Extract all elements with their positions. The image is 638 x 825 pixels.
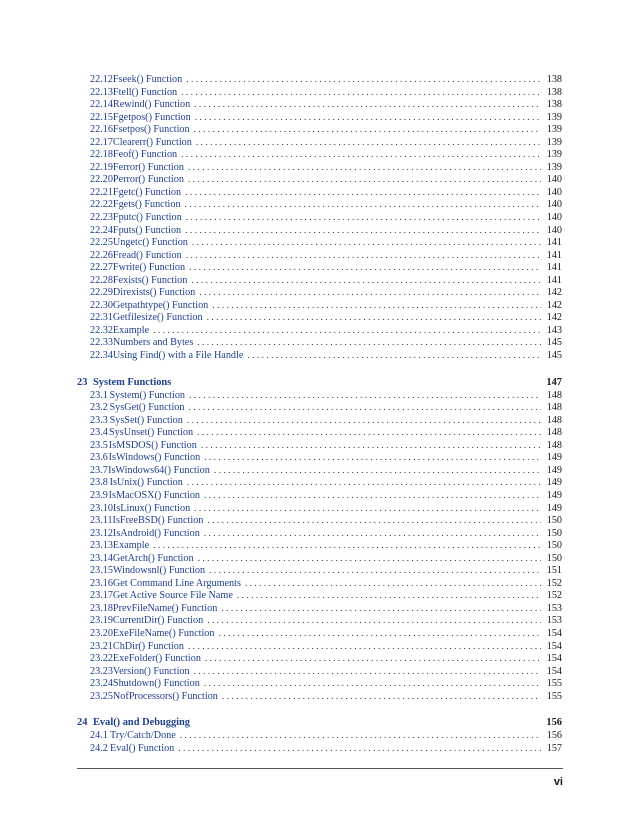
dot-leader [247, 350, 541, 363]
entry-title: Shutdown() Function [112, 678, 200, 690]
entry-title: GetArch() Function [112, 552, 194, 564]
entry-title: Fread() Function [112, 249, 182, 261]
entry-title: Fputc() Function [112, 212, 182, 224]
toc-entry[interactable] [77, 99, 562, 112]
entry-page: 152 [546, 577, 562, 589]
dot-leader [237, 590, 541, 603]
toc-group-chapter-24 [77, 730, 562, 755]
dot-leader [181, 149, 541, 162]
entry-title: ExeFolder() Function [112, 653, 201, 665]
dot-leader [196, 137, 541, 150]
entry-number: 23.8 [90, 477, 108, 489]
dot-leader [185, 187, 541, 200]
dot-leader [187, 415, 541, 428]
dot-leader [201, 440, 541, 453]
entry-page: 148 [546, 414, 562, 426]
footer-rule [77, 768, 563, 769]
entry-number: 23.20 [90, 627, 113, 639]
toc-entry[interactable] [77, 337, 562, 350]
entry-number: 22.15 [90, 111, 113, 123]
toc-entry[interactable] [77, 477, 562, 490]
entry-page: 154 [546, 653, 562, 665]
chapter-page: 147 [546, 376, 562, 388]
dot-leader [181, 87, 541, 100]
toc-chapter-24[interactable] [77, 716, 562, 730]
dot-leader [209, 565, 541, 578]
entry-number: 22.18 [90, 149, 113, 161]
entry-page: 138 [546, 99, 562, 111]
toc-entry[interactable] [77, 603, 562, 616]
toc-entry[interactable] [77, 641, 562, 654]
entry-number: 22.17 [90, 136, 113, 148]
toc-entry[interactable] [77, 402, 562, 415]
entry-number: 22.30 [90, 299, 113, 311]
entry-number: 23.17 [90, 590, 113, 602]
toc-entry[interactable] [77, 325, 562, 338]
dot-leader [194, 99, 541, 112]
dot-leader [204, 678, 541, 691]
dot-leader [204, 528, 541, 541]
dot-leader [188, 174, 541, 187]
entry-number: 23.22 [90, 653, 113, 665]
toc-entry[interactable] [77, 137, 562, 150]
entry-number: 22.21 [90, 186, 113, 198]
dot-leader [222, 691, 541, 704]
entry-number: 23.12 [90, 527, 113, 539]
entry-title: IsWindows() Function [108, 452, 201, 464]
entry-page: 141 [546, 237, 562, 249]
entry-number: 23.6 [90, 452, 108, 464]
entry-number: 22.34 [90, 350, 113, 362]
entry-page: 139 [546, 136, 562, 148]
toc-entry[interactable] [77, 87, 562, 100]
dot-leader [188, 162, 541, 175]
entry-page: 149 [546, 452, 562, 464]
entry-number: 24.2 [90, 742, 108, 754]
entry-number: 23.14 [90, 552, 113, 564]
entry-title: IsUnix() Function [109, 477, 183, 489]
toc-entry[interactable] [77, 553, 562, 566]
entry-title: Perror() Function [112, 174, 184, 186]
entry-title: Fputs() Function [112, 224, 182, 236]
entry-page: 140 [546, 186, 562, 198]
entry-number: 23.21 [90, 640, 113, 652]
toc-entry[interactable] [77, 162, 562, 175]
toc-entry[interactable] [77, 666, 562, 679]
toc-entry[interactable] [77, 615, 562, 628]
toc-entry[interactable] [77, 350, 562, 363]
entry-page: 149 [546, 477, 562, 489]
toc-entry[interactable] [77, 312, 562, 325]
dot-leader [187, 477, 541, 490]
entry-title: Fgetpos() Function [112, 111, 191, 123]
entry-title: Fseek() Function [112, 74, 183, 85]
entry-title: IsFreeBSD() Function [112, 515, 204, 527]
chapter-number: 24 [77, 717, 88, 729]
dot-leader [186, 74, 541, 87]
entry-number: 23.1 [90, 389, 108, 401]
toc-entry[interactable] [77, 503, 562, 516]
entry-number: 22.28 [90, 274, 113, 286]
dot-leader [195, 112, 541, 125]
entry-title: Windowsnl() Function [112, 565, 206, 577]
entry-page: 140 [546, 199, 562, 211]
entry-title: Feof() Function [112, 149, 178, 161]
entry-page: 145 [546, 337, 562, 349]
entry-title: Using Find() with a File Handle [112, 350, 244, 362]
dot-leader [188, 641, 541, 654]
dot-leader [186, 212, 541, 225]
entry-page: 153 [546, 615, 562, 627]
entry-page: 153 [546, 602, 562, 614]
entry-number: 22.16 [90, 124, 113, 136]
entry-number: 23.19 [90, 615, 113, 627]
entry-number: 22.31 [90, 312, 113, 324]
dot-leader [214, 465, 541, 478]
entry-page: 152 [546, 590, 562, 602]
toc-entry[interactable] [77, 199, 562, 212]
dot-leader [178, 743, 541, 756]
dot-leader [204, 452, 541, 465]
toc-entry[interactable] [77, 390, 562, 403]
table-of-contents [77, 74, 562, 755]
entry-page: 143 [546, 324, 562, 336]
entry-number: 22.12 [90, 74, 113, 85]
entry-page: 149 [546, 489, 562, 501]
entry-number: 23.3 [90, 414, 108, 426]
toc-entry[interactable] [77, 540, 562, 553]
entry-page: 148 [546, 439, 562, 451]
entry-number: 22.22 [90, 199, 113, 211]
entry-title: IsWindows64() Function [108, 464, 210, 476]
entry-page: 142 [546, 287, 562, 299]
entry-number: 23.10 [90, 502, 113, 514]
dot-leader [188, 402, 541, 415]
entry-number: 22.13 [90, 86, 113, 98]
toc-entry[interactable] [77, 415, 562, 428]
entry-page: 149 [546, 464, 562, 476]
entry-page: 154 [546, 627, 562, 639]
entry-title: Get Command Line Arguments [112, 577, 241, 589]
entry-number: 22.32 [90, 324, 113, 336]
entry-title: System() Function [109, 389, 186, 401]
page-number: vi [553, 776, 563, 788]
entry-title: Version() Function [112, 665, 190, 677]
entry-page: 150 [546, 527, 562, 539]
entry-number: 22.29 [90, 287, 113, 299]
dot-leader [205, 653, 541, 666]
entry-title: Ungetc() Function [112, 237, 188, 249]
entry-page: 141 [546, 274, 562, 286]
dot-leader [180, 730, 541, 743]
entry-page: 145 [546, 350, 562, 362]
entry-page: 151 [546, 565, 562, 577]
toc-entry[interactable] [77, 124, 562, 137]
dot-leader [207, 515, 541, 528]
toc-entry[interactable] [77, 149, 562, 162]
entry-number: 22.24 [90, 224, 113, 236]
entry-page: 156 [546, 730, 562, 742]
dot-leader [194, 503, 541, 516]
entry-title: NofProcessors() Function [112, 690, 218, 702]
entry-title: Fsetpos() Function [112, 124, 190, 136]
entry-number: 22.27 [90, 262, 113, 274]
toc-gap [77, 703, 562, 716]
toc-group-chapter-23 [77, 390, 562, 704]
entry-title: CurrentDir() Function [112, 615, 204, 627]
dot-leader [153, 540, 541, 553]
entry-page: 139 [546, 161, 562, 173]
entry-title: Fexists() Function [112, 274, 188, 286]
entry-number: 22.19 [90, 161, 113, 173]
toc-entry[interactable] [77, 465, 562, 478]
dot-leader [221, 603, 541, 616]
dot-leader [185, 225, 541, 238]
entry-page: 142 [546, 312, 562, 324]
dot-leader [219, 628, 542, 641]
toc-entry[interactable] [77, 653, 562, 666]
entry-page: 149 [546, 502, 562, 514]
entry-page: 157 [546, 742, 562, 754]
entry-page: 139 [546, 124, 562, 136]
entry-title: SysSet() Function [109, 414, 183, 426]
entry-title: IsLinux() Function [112, 502, 191, 514]
toc-entry[interactable] [77, 250, 562, 263]
entry-title: IsAndroid() Function [112, 527, 200, 539]
entry-page: 154 [546, 640, 562, 652]
entry-page: 141 [546, 262, 562, 274]
entry-title: IsMacOSX() Function [108, 489, 201, 501]
entry-number: 23.16 [90, 577, 113, 589]
entry-title: Fgets() Function [112, 199, 181, 211]
dot-leader [185, 199, 541, 212]
toc-entry[interactable] [77, 174, 562, 187]
dot-leader [212, 300, 541, 313]
toc-entry[interactable] [77, 590, 562, 603]
dot-leader [198, 553, 541, 566]
toc-entry[interactable] [77, 578, 562, 591]
entry-title: Get Active Source File Name [112, 590, 233, 602]
entry-page: 154 [546, 665, 562, 677]
dot-leader [204, 490, 541, 503]
entry-title: Direxists() Function [112, 287, 196, 299]
entry-title: Rewind() Function [112, 99, 191, 111]
entry-title: Fwrite() Function [112, 262, 186, 274]
dot-leader [189, 262, 541, 275]
dot-leader [186, 250, 541, 263]
entry-page: 140 [546, 224, 562, 236]
entry-page: 141 [546, 249, 562, 261]
entry-title: Getfilesize() Function [112, 312, 203, 324]
entry-title: Ferror() Function [112, 161, 184, 173]
dot-leader [197, 427, 541, 440]
toc-entry[interactable] [77, 212, 562, 225]
entry-number: 23.18 [90, 602, 113, 614]
toc-entry[interactable] [77, 225, 562, 238]
toc-entry[interactable] [77, 490, 562, 503]
entry-title: Try/Catch/Done [109, 730, 176, 742]
entry-number: 22.14 [90, 99, 113, 111]
entry-title: Fgetc() Function [112, 186, 182, 198]
entry-page: 140 [546, 174, 562, 186]
entry-title: Example [112, 324, 150, 336]
chapter-number: 23 [77, 376, 88, 388]
dot-leader [199, 287, 541, 300]
toc-entry[interactable] [77, 515, 562, 528]
entry-page: 155 [546, 690, 562, 702]
entry-title: Ftell() Function [112, 86, 178, 98]
toc-entry[interactable] [77, 628, 562, 641]
dot-leader [197, 337, 541, 350]
toc-entry[interactable] [77, 440, 562, 453]
entry-number: 23.24 [90, 678, 113, 690]
dot-leader [192, 237, 541, 250]
toc-entry[interactable] [77, 237, 562, 250]
toc-entry[interactable] [77, 691, 562, 704]
entry-page: 148 [546, 389, 562, 401]
entry-page: 139 [546, 111, 562, 123]
toc-entry[interactable] [77, 452, 562, 465]
entry-number: 22.23 [90, 212, 113, 224]
entry-title: ExeFileName() Function [112, 627, 215, 639]
entry-page: 148 [546, 402, 562, 414]
toc-entry[interactable] [77, 262, 562, 275]
toc-entry[interactable] [77, 300, 562, 313]
entry-title: SysGet() Function [109, 402, 185, 414]
toc-entry[interactable] [77, 565, 562, 578]
entry-page: 150 [546, 552, 562, 564]
toc-entry[interactable] [77, 74, 562, 87]
toc-entry[interactable] [77, 275, 562, 288]
entry-number: 22.25 [90, 237, 113, 249]
toc-entry[interactable] [77, 730, 562, 743]
entry-number: 22.20 [90, 174, 113, 186]
entry-title: Numbers and Bytes [112, 337, 194, 349]
entry-number: 23.5 [90, 439, 108, 451]
dot-leader [194, 124, 541, 137]
entry-title: Example [112, 540, 150, 552]
entry-number: 23.11 [90, 515, 113, 527]
entry-number: 23.4 [90, 427, 108, 439]
toc-group-chapter-22 [77, 74, 562, 363]
toc-entry[interactable] [77, 678, 562, 691]
toc-entry[interactable] [77, 743, 562, 756]
entry-page: 139 [546, 149, 562, 161]
entry-page: 138 [546, 86, 562, 98]
entry-page: 140 [546, 212, 562, 224]
entry-page: 142 [546, 299, 562, 311]
dot-leader [191, 275, 541, 288]
toc-entry[interactable] [77, 112, 562, 125]
entry-page: 150 [546, 540, 562, 552]
entry-page: 150 [546, 515, 562, 527]
chapter-title: System Functions [93, 376, 172, 388]
entry-title: Getpathtype() Function [112, 299, 209, 311]
entry-title: Clearerr() Function [112, 136, 192, 148]
entry-number: 24.1 [90, 730, 108, 742]
entry-title: ChDir() Function [112, 640, 184, 652]
entry-page: 155 [546, 678, 562, 690]
chapter-page: 156 [546, 717, 562, 729]
toc-gap [77, 363, 562, 376]
entry-page: 138 [546, 74, 562, 85]
entry-number: 23.2 [90, 402, 108, 414]
chapter-title: Eval() and Debugging [93, 717, 191, 729]
entry-number: 23.15 [90, 565, 113, 577]
entry-number: 23.9 [90, 489, 108, 501]
entry-title: PrevFileName() Function [112, 602, 218, 614]
entry-number: 22.33 [90, 337, 113, 349]
dot-leader [189, 390, 541, 403]
toc-entry[interactable] [77, 187, 562, 200]
toc-entry[interactable] [77, 528, 562, 541]
entry-title: Eval() Function [110, 742, 175, 754]
entry-number: 23.13 [90, 540, 113, 552]
entry-number: 23.23 [90, 665, 113, 677]
toc-chapter-23[interactable] [77, 376, 562, 390]
entry-number: 23.25 [90, 690, 113, 702]
dot-leader [153, 325, 541, 338]
dot-leader [207, 312, 541, 325]
toc-entry[interactable] [77, 427, 562, 440]
entry-number: 23.7 [90, 464, 108, 476]
entry-page: 148 [546, 427, 562, 439]
entry-title: SysUnset() Function [109, 427, 194, 439]
dot-leader [207, 615, 541, 628]
entry-number: 22.26 [90, 249, 113, 261]
dot-leader [194, 666, 541, 679]
dot-leader [245, 578, 541, 591]
entry-title: IsMSDOS() Function [108, 439, 197, 451]
toc-entry[interactable] [77, 287, 562, 300]
